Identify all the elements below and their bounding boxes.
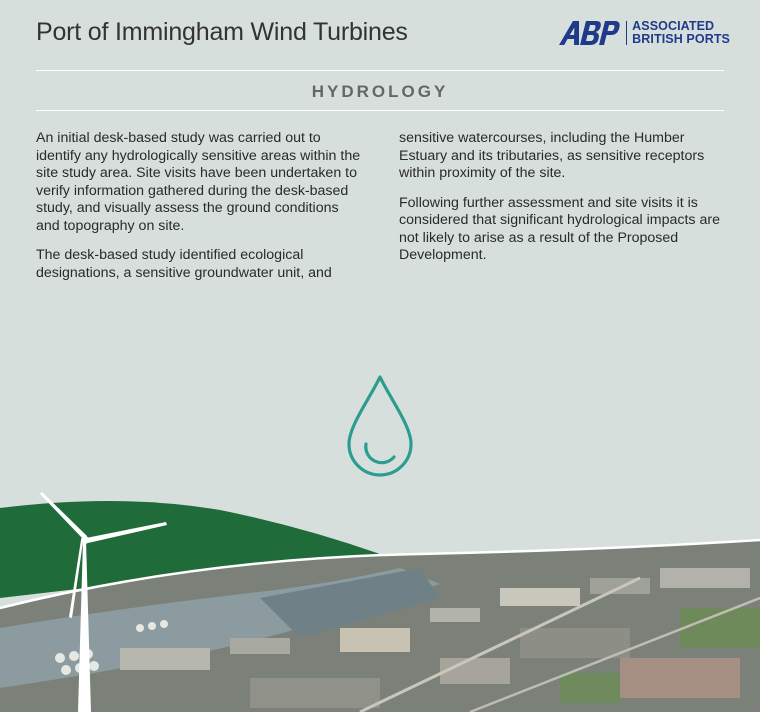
body-text (36, 130, 726, 290)
logo-divider (626, 21, 628, 45)
logo-text (632, 20, 730, 45)
page-title: Port of Immingham Wind Turbines (36, 18, 408, 46)
paragraph-1: An initial desk-based study was carried out to identify any hydrologically sensitive areas within the site study area. Site visits have been undertaken to verify information gathered during the desk-based study, and visually assess the ground conditions and topography on site. (36, 130, 361, 234)
water-drop-icon (346, 374, 414, 478)
paragraph-2: The desk-based study identified ecological designations, a sensitive groundwater unit, and sensitive watercourses, including the Humber Estuary and its tributaries, as sensitive receptors within proximity of the site. (36, 130, 705, 281)
paragraph-3: Following further assessment and site visits it is considered that significant hydrological impacts are not likely to arise as a result of the Proposed Development. (399, 194, 720, 263)
abp-logo-mark-icon (559, 21, 621, 45)
section-title: HYDROLOGY (311, 82, 449, 101)
logo-text-line1: ASSOCIATED (632, 19, 715, 33)
section-divider (36, 110, 724, 111)
logo-text-line2: BRITISH PORTS (632, 31, 730, 46)
landscape-illustration (0, 488, 760, 712)
abp-logo (559, 20, 730, 45)
top-divider (36, 70, 724, 71)
